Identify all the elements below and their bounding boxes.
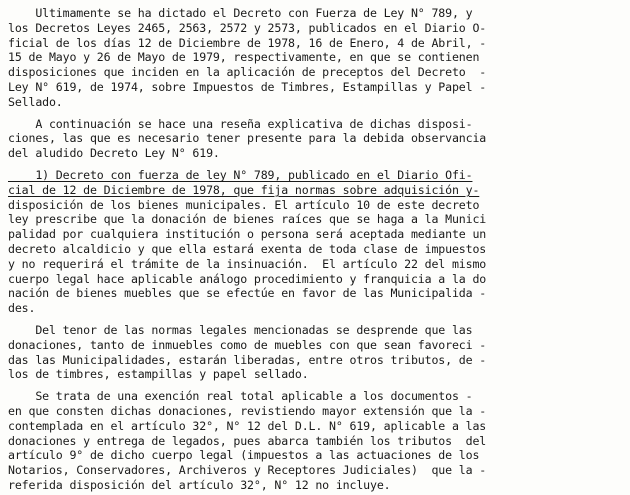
- text-line: Ley N° 619, de 1974, sobre Impuestos de Timbres, Estampillas y Papel -: [8, 80, 487, 94]
- text-line: decreto alcaldicio y que ella estará exenta de toda clase de impuestos: [8, 242, 487, 256]
- text-line: Ultimamente se ha dictado el Decreto con Fuerza de Ley N° 789, y: [8, 6, 473, 20]
- text-line: ficial de los días 12 de Diciembre de 1978, 16 de Enero, 4 de Abril, -: [8, 35, 487, 50]
- text-line: disposición de los bienes municipales. El artículo 10 de este decreto: [8, 197, 480, 212]
- text-line: Sellado.: [8, 94, 63, 109]
- text-line: das las Municipalidades, estarán liberadas, entre otros tributos, de -: [8, 352, 487, 367]
- text-line: los Decretos Leyes 2465, 2563, 2572 y 2573, publicados en el Diario O-: [8, 20, 487, 35]
- text-line: ciones, las que es necesario tener presente para la debida observancia: [8, 131, 487, 146]
- text-line: 15 de Mayo y 26 de Mayo de 1979, respectivamente, en que se contienen: [8, 50, 480, 65]
- text-line-underlined: 1) Decreto con fuerza de ley N° 789, publicado en el Diario Ofi-: [8, 168, 473, 182]
- text-line: nación de bienes muebles que se efectúe en favor de las Municipalida -: [8, 286, 487, 301]
- text-line: referida disposición del artículo 32°, N° 12 no incluye.: [8, 478, 391, 492]
- text-line: ley prescribe que la donación de bienes raíces que se haga a la Munici: [8, 212, 487, 227]
- text-line: disposiciones que inciden en la aplicación de preceptos del Decreto -: [8, 65, 487, 80]
- text-line: los de timbres, estampillas y papel sellado.: [8, 367, 309, 382]
- text-line-underlined: cial de 12 de Diciembre de 1978, que fija normas sobre adquisición y-: [8, 182, 480, 197]
- text-line: del aludido Decreto Ley N° 619.: [8, 146, 220, 161]
- text-line: palidad por cualquiera institución o persona será aceptada mediante un: [8, 227, 487, 242]
- text-line: y no requerirá el trámite de la insinuación. El artículo 22 del mismo: [8, 256, 487, 271]
- text-line: artículo 9° de dicho cuerpo legal (impuestos a las actuaciones de los: [8, 448, 480, 463]
- text-line: cuerpo legal hace aplicable análogo procedimiento y franquicia a la do: [8, 271, 487, 286]
- text-line: contemplada en el artículo 32°, N° 12 del D.L. N° 619, aplicable a las: [8, 418, 487, 433]
- text-line: Notarios, Conservadores, Archiveros y Receptores Judiciales) que la -: [8, 463, 487, 478]
- text-line: Se trata de una exención real total aplicable a los documentos -: [8, 389, 473, 404]
- text-line: Del tenor de las normas legales mencionadas se desprende que las: [8, 323, 473, 337]
- text-line: donaciones y entrega de legados, pues abarca también los tributos del: [8, 433, 487, 448]
- text-line: en que consten dichas donaciones, revistiendo mayor extensión que la -: [8, 404, 487, 418]
- text-line: donaciones, tanto de inmuebles como de muebles con que sean favoreci -: [8, 337, 487, 352]
- text-line: des.: [8, 301, 36, 316]
- text-line: A continuación se hace una reseña explicativa de dichas disposi-: [8, 116, 473, 131]
